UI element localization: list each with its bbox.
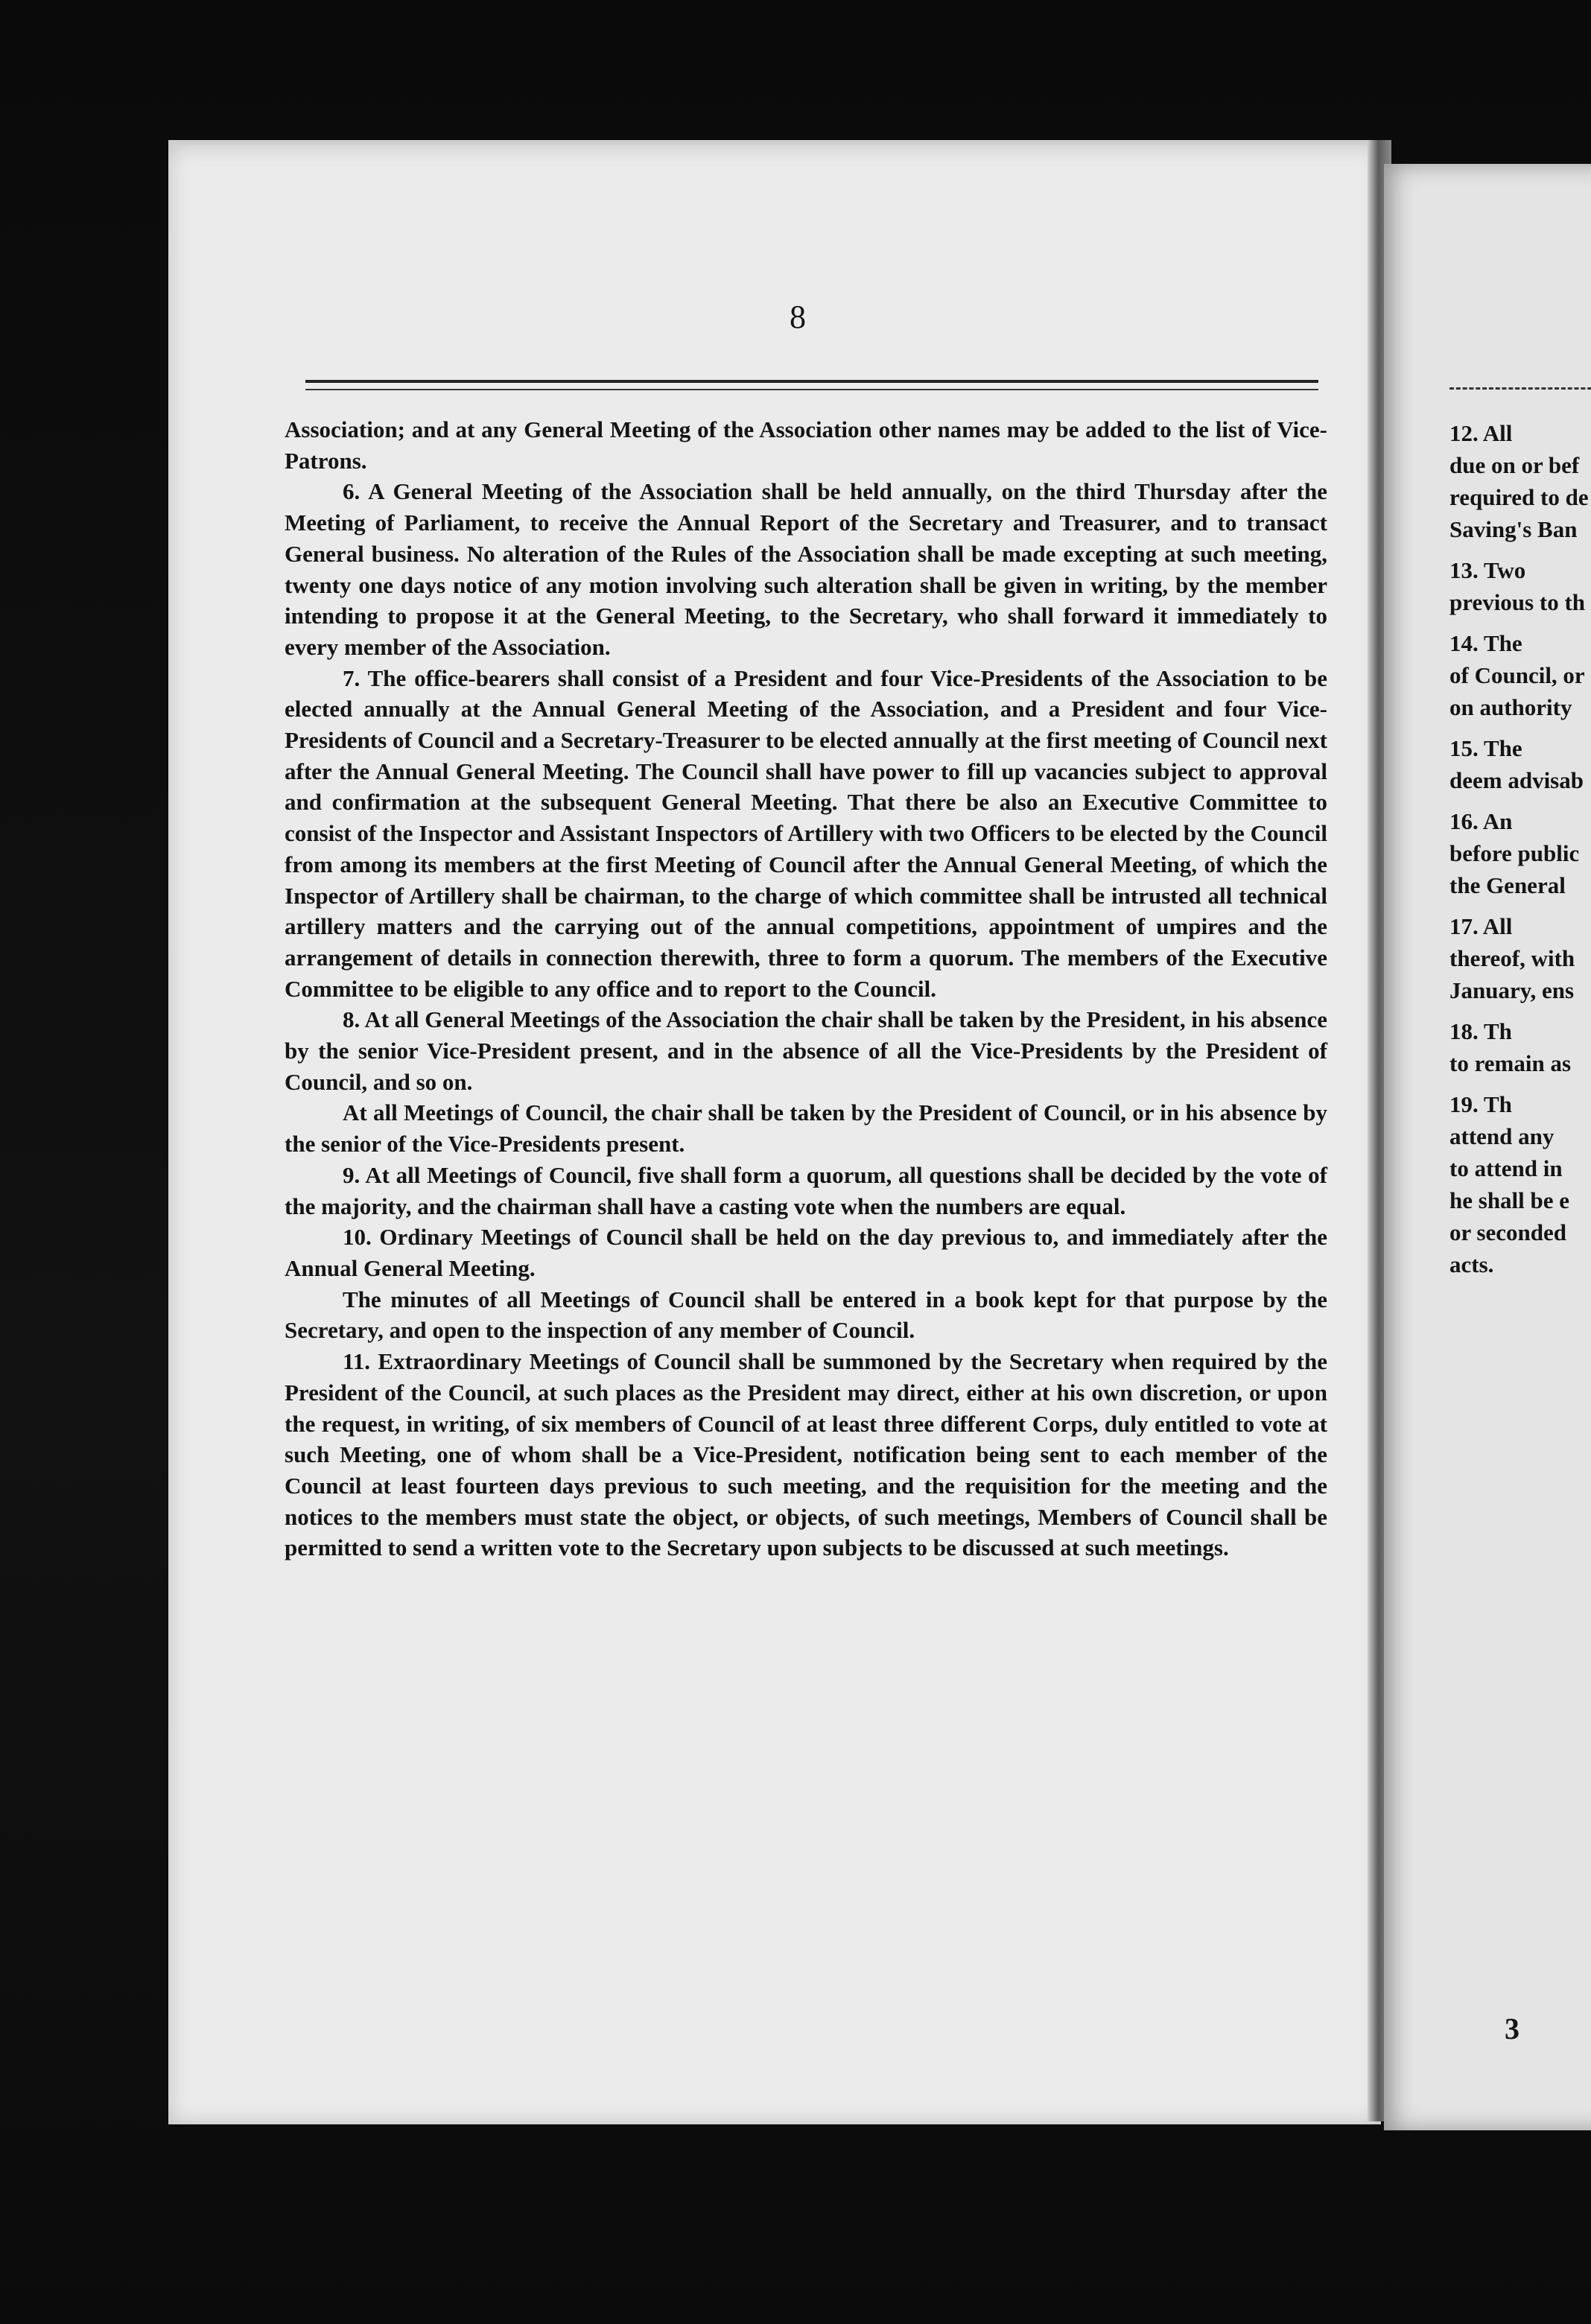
facing-line: Saving's Ban (1449, 516, 1578, 542)
paragraph-rule-9: 9. At all Meetings of Council, five shall form a quorum, all questions shall be decided by the vote of the majority, and the chairman shall have a casting vote when the numbers are equal. (285, 1161, 1327, 1219)
paragraph-rule-8: 8. At all General Meetings of the Association the chair shall be taken by the President, in his absence by the senior Vice-President present, and in the absence of all the Vice-Presidents by the President of Council, and so on. (285, 1006, 1327, 1095)
paragraph-rule-6: 6. A General Meeting of the Association shall be held annually, on the third Thursday after the Meeting of Parliament, to receive the Annual Report of the Secretary and Treasurer, and to transact General business. No alteration of the Rules of the Association shall be made excepting at such meeting, twenty one days notice of any motion involving such alteration shall be given in writing, by the member intending to propose it at the General Meeting, to the Secretary, who shall forward it immediately to every member of the Association. (285, 478, 1327, 660)
facing-line: 17. All (1449, 913, 1513, 939)
facing-line: deem advisab (1449, 767, 1584, 793)
paragraph-rule-7: 7. The office-bearers shall consist of a President and four Vice-Presidents of the Association to be elected annually at the Annual General Meeting of the Association, and a President and four Vice-Presidents of Council and a Secretary-Treasurer to be elected annually at the first meeting of Council next after the Annual General Meeting. The Council shall have power to fill up vacancies subject to approval and confirmation at the subsequent General Meeting. That there be also an Executive Committee to consist of the Inspector and Assistant Inspectors of Artillery with two Officers to be elected by the Council from among its members at the first Meeting of Council after the Annual General Meeting, of which the Inspector of Artillery shall be chairman, to the charge of which committee shall be intrusted all technical artillery matters and the carrying out of the annual competitions, appointment of umpires and the arrangement of details in connection therewith, three to form a quorum. The members of the Executive Committee to be eligible to any office and to report to the Council. (285, 664, 1328, 1002)
facing-line: 12. All (1449, 420, 1513, 446)
facing-line: on authority (1449, 694, 1572, 720)
facing-line: January, ens (1449, 977, 1575, 1003)
facing-line: or seconded (1449, 1219, 1567, 1245)
facing-line: thereof, with (1449, 945, 1575, 971)
facing-line: of Council, or (1449, 662, 1585, 688)
facing-line: 18. Th (1449, 1018, 1512, 1044)
facing-line: acts. (1449, 1251, 1494, 1277)
paragraph-rule-10: 10. Ordinary Meetings of Council shall be held on the day previous to, and immediately after the Annual General Meeting. (285, 1224, 1327, 1281)
paragraph-continuation: Association; and at any General Meeting of the Association other names may be added to the list of Vice-Patrons. (285, 416, 1327, 474)
facing-line: attend any (1449, 1123, 1555, 1149)
facing-line: 15. The (1449, 735, 1522, 761)
facing-line: 16. An (1449, 808, 1513, 834)
document-body (285, 414, 1327, 1563)
paragraph-rule-10-minutes: The minutes of all Meetings of Council shall be entered in a book kept for that purpose by the Secretary, and open to the inspection of any member of Council. (285, 1286, 1327, 1344)
facing-page-rule (1449, 387, 1591, 390)
paragraph-rule-8-council: At all Meetings of Council, the chair shall be taken by the President of Council, or in his absence by the senior of the Vice-Presidents present. (285, 1099, 1327, 1158)
facing-line: due on or bef (1449, 452, 1580, 478)
facing-line: 14. The (1449, 630, 1522, 656)
header-rule (305, 380, 1318, 390)
facing-line: the General (1449, 872, 1566, 898)
facing-line: previous to th (1449, 589, 1586, 615)
facing-line: required to de (1449, 484, 1589, 510)
facing-page-text (1449, 417, 1591, 1280)
facing-line: to attend in (1449, 1155, 1563, 1181)
paragraph-rule-11: 11. Extraordinary Meetings of Council shall be summoned by the Secretary when required by the President of the Council, at such places as the President may direct, either at his own discretion, or upon the request, in writing, of six members of Council of at least three different Corps, duly entitled to vote at such Meeting, one of whom shall be a Vice-President, notification being sent to each member of the Council at least fourteen days previous to such meeting, and the requisition for the meeting and the notices to the members must state the object, or objects, of such meetings, Members of Council shall be permitted to send a written vote to the Secretary upon subjects to be discussed at such meetings. (285, 1348, 1327, 1561)
facing-line: before public (1449, 840, 1580, 866)
facing-line: 19. Th (1449, 1091, 1512, 1117)
facing-line: to remain as (1449, 1050, 1572, 1076)
facing-line: 13. Two (1449, 557, 1526, 583)
facing-line: he shall be e (1449, 1187, 1570, 1213)
page-number: 8 (790, 299, 806, 335)
facing-page-mark: 3 (1505, 2012, 1519, 2045)
